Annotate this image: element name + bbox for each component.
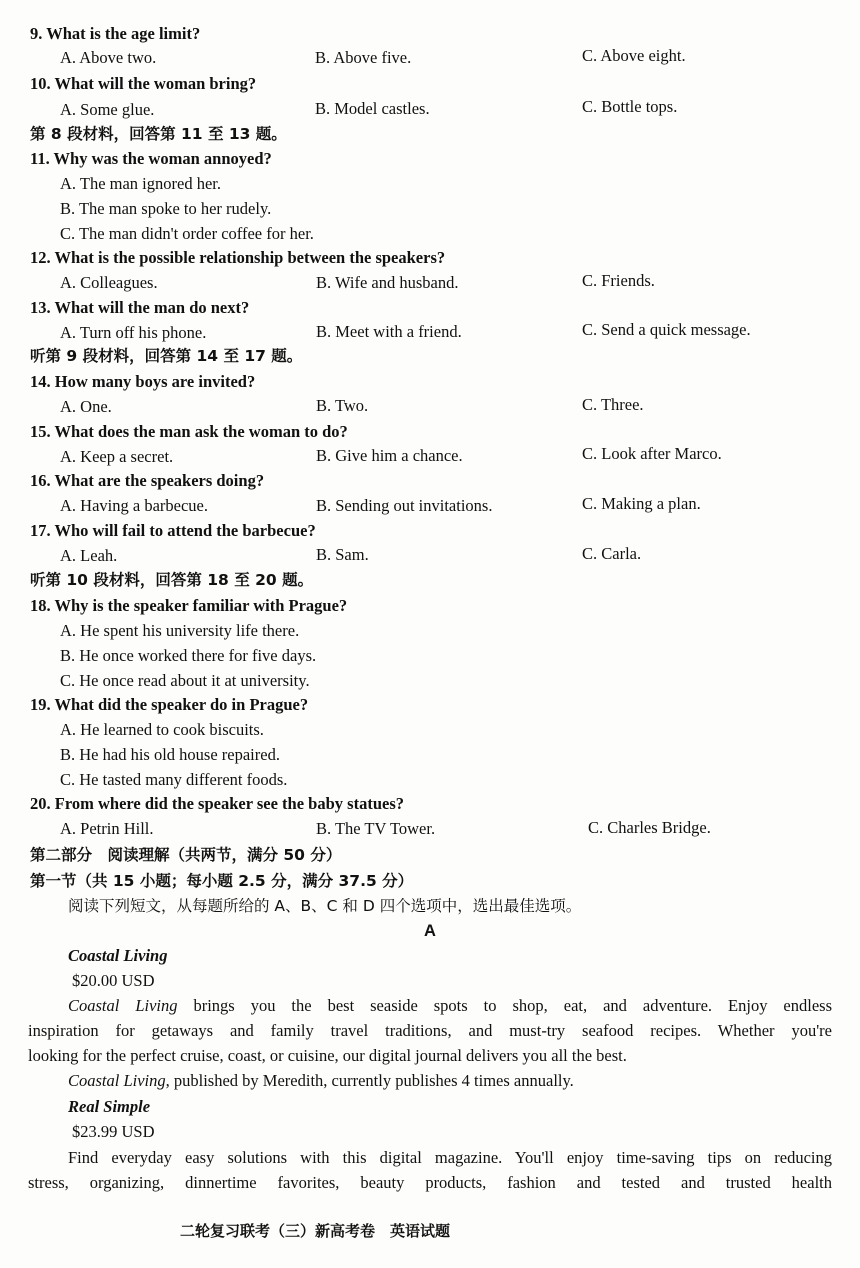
q9-option-b: B. Above five. <box>315 48 412 67</box>
magazine-1-name-inline: Coastal Living <box>68 996 178 1015</box>
q16-option-c: C. Making a plan. <box>582 494 701 513</box>
q19-option-b: B. He had his old house repaired. <box>60 745 280 764</box>
magazine-1-desc-line-2: inspiration for getaways and family travel traditions, and must-try seafood recipes. Whether you're <box>28 1021 832 1040</box>
magazine-1-publisher-line <box>68 1071 574 1091</box>
q11-option-a: A. The man ignored her. <box>60 174 221 193</box>
q17-option-c: C. Carla. <box>582 544 642 563</box>
question-9: 9. What is the age limit? <box>30 24 201 43</box>
q16-option-b: B. Sending out invitations. <box>316 496 493 515</box>
magazine-1-name: Coastal Living <box>68 946 168 965</box>
question-13: 13. What will the man do next? <box>30 298 250 317</box>
question-19: 19. What did the speaker do in Prague? <box>30 695 309 714</box>
question-16: 16. What are the speakers doing? <box>30 471 265 490</box>
magazine-1-price: $20.00 USD <box>72 971 155 990</box>
q15-option-b: B. Give him a chance. <box>316 446 463 465</box>
q16-option-a: A. Having a barbecue. <box>60 496 208 515</box>
section-9-heading: 听第 9 段材料，回答第 14 至 17 题。 <box>30 347 303 365</box>
q10-option-c: C. Bottle tops. <box>582 97 678 116</box>
q10-option-b: B. Model castles. <box>315 99 430 118</box>
passage-letter: A <box>424 922 436 940</box>
q12-option-a: A. Colleagues. <box>60 273 158 292</box>
section-10-heading: 听第 10 段材料，回答第 18 至 20 题。 <box>30 571 314 589</box>
q13-option-b: B. Meet with a friend. <box>316 322 462 341</box>
reading-instructions: 阅读下列短文，从每题所给的 A、B、C 和 D 四个选项中，选出最佳选项。 <box>68 897 582 915</box>
magazine-2-desc-line-1: Find everyday easy solutions with this digital magazine. You'll enjoy time-saving tips on reducing <box>68 1148 832 1167</box>
question-11: 11. Why was the woman annoyed? <box>30 149 272 168</box>
q13-option-a: A. Turn off his phone. <box>60 323 207 342</box>
q15-option-c: C. Look after Marco. <box>582 444 722 463</box>
q14-option-b: B. Two. <box>316 396 369 415</box>
q12-option-b: B. Wife and husband. <box>316 273 459 292</box>
q10-option-a: A. Some glue. <box>60 100 155 119</box>
magazine-1-name-inline-2: Coastal Living <box>68 1071 166 1090</box>
question-20: 20. From where did the speaker see the baby statues? <box>30 794 404 813</box>
q9-option-a: A. Above two. <box>60 48 157 67</box>
magazine-2-price: $23.99 USD <box>72 1122 155 1141</box>
magazine-1-desc-line-1 <box>68 996 832 1016</box>
question-18: 18. Why is the speaker familiar with Prague? <box>30 596 348 615</box>
magazine-1-desc-line-3: looking for the perfect cruise, coast, or cuisine, our digital journal delivers you all the best. <box>28 1046 627 1065</box>
section-8-heading: 第 8 段材料，回答第 11 至 13 题。 <box>30 125 287 143</box>
q20-option-a: A. Petrin Hill. <box>60 819 154 838</box>
question-17: 17. Who will fail to attend the barbecue? <box>30 521 316 540</box>
q18-option-c: C. He once read about it at university. <box>60 671 310 690</box>
question-10: 10. What will the woman bring? <box>30 74 257 93</box>
q17-option-b: B. Sam. <box>316 545 369 564</box>
q18-option-b: B. He once worked there for five days. <box>60 646 317 665</box>
q11-option-c: C. The man didn't order coffee for her. <box>60 224 314 243</box>
q20-option-c: C. Charles Bridge. <box>588 818 711 837</box>
q17-option-a: A. Leah. <box>60 546 118 565</box>
q14-option-c: C. Three. <box>582 395 644 414</box>
q9-option-c: C. Above eight. <box>582 46 686 65</box>
magazine-2-desc-line-2: stress, organizing, dinnertime favorites, beauty products, fashion and tested and trusted health <box>28 1173 832 1192</box>
q15-option-a: A. Keep a secret. <box>60 447 174 466</box>
q20-option-b: B. The TV Tower. <box>316 819 436 838</box>
q14-option-a: A. One. <box>60 397 112 416</box>
section-one-title: 第一节（共 15 小题；每小题 2.5 分，满分 37.5 分） <box>30 872 414 890</box>
question-12: 12. What is the possible relationship between the speakers? <box>30 248 446 267</box>
magazine-2-name: Real Simple <box>68 1097 151 1116</box>
question-14: 14. How many boys are invited? <box>30 372 256 391</box>
q11-option-b: B. The man spoke to her rudely. <box>60 199 272 218</box>
q19-option-c: C. He tasted many different foods. <box>60 770 288 789</box>
magazine-1-publisher-text: , published by Meredith, currently publishes 4 times annually. <box>165 1071 574 1090</box>
q13-option-c: C. Send a quick message. <box>582 320 751 339</box>
q19-option-a: A. He learned to cook biscuits. <box>60 720 264 739</box>
magazine-1-desc-line-1-text: brings you the best seaside spots to shop, eat, and adventure. Enjoy endless <box>177 996 833 1015</box>
question-15: 15. What does the man ask the woman to do? <box>30 422 348 441</box>
q18-option-a: A. He spent his university life there. <box>60 621 300 640</box>
part-two-title: 第二部分 阅读理解（共两节，满分 50 分） <box>30 846 342 864</box>
q12-option-c: C. Friends. <box>582 271 655 290</box>
page-footer: 二轮复习联考（三）新高考卷 英语试题 <box>180 1222 451 1240</box>
